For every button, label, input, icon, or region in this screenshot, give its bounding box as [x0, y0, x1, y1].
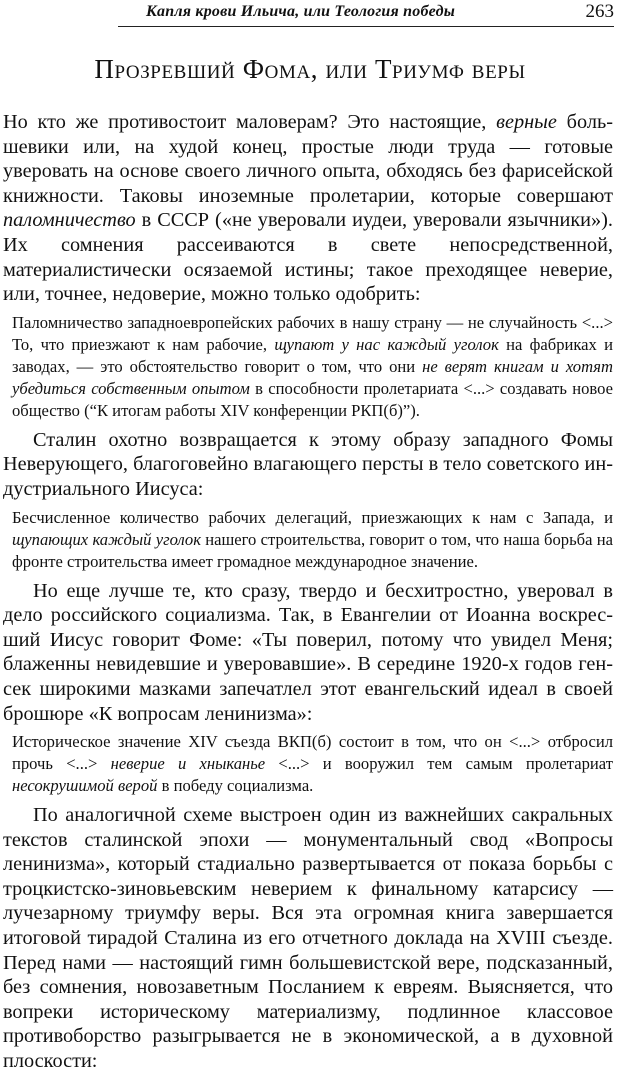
quote-1 [12, 312, 613, 422]
quote-1-text-b: на фабриках и заводах, — это обстоятельство говорит о том, что они [12, 334, 613, 376]
quote-3-emphasis-a: неверие и хныканье [110, 754, 266, 774]
quote-1-emphasis-a: щупают у нас каждый уголок [274, 334, 499, 354]
paragraph-2-text: Сталин охотно возвращается к этому образу западного Фомы Неверующего, благоговейно влагающего персты в тело советского индустриального Иисуса: [3, 428, 613, 500]
paragraph-3-text: Но еще лучше те, кто сразу, твердо и бесхитростно, уверовал в дело российского социализма. Так, в Евангелии от Иоанна воскресший Иисус говорит Фоме: «Ты поверил, потому что увидел Меня; блаженны невидевшие и уверовавшие». В середине 1920-х годов генсек широкими мазками запечатлел этот евангельский идеал в своей брошюре «К вопросам ленинизма»: [3, 579, 613, 725]
paragraph-3 [3, 579, 613, 727]
paragraph-1 [3, 110, 613, 307]
quote-2 [12, 507, 613, 573]
quote-2-emphasis-a: щупающих каждый уголок [12, 529, 201, 549]
quote-3-emphasis-b: несокрушимой верой [12, 776, 158, 796]
running-title: Капля крови Ильича, или Теология победы [146, 3, 456, 20]
chapter-title: Прозревший Фома, или Триумф веры [94, 54, 526, 84]
quote-1-text-c: в способности пролетариата <...> создавать новое общество (“К итогам работы XIV конференции РКП(б)”). [12, 378, 613, 420]
quote-2-text-b: нашего строительства, говорит о том, что наша борьба на фронте строительства имеет громадное международное значение. [12, 529, 613, 571]
quote-3-text-a: Историческое значение XIV съезда ВКП(б) состоит в том, что он <...> отбросил прочь <...> [12, 732, 613, 774]
running-header [118, 2, 614, 27]
quote-1-emphasis-b: не верят книгам и хотят убедиться собственным опытом [12, 356, 613, 398]
paragraph-1-text-b: большевики или, на худой конец, простые люди труда — готовые уверовать на основе своего личного опыта, обходясь без фарисейской книжности. Таковы иноземные пролетарии, которые совершают [3, 111, 614, 207]
quote-2-text-a: Бесчисленное количество рабочих делегаций, приезжающих к нам с Запада, и [12, 507, 613, 527]
paragraph-1-text-c: в СССР («не уверовали иудеи, уверовали язычники»). Их сомнения рассеиваются в свете непосредственной, материалистически осязаемой истины; такое преходящее неверие, или, точнее, недоверие, можно только одобрить: [3, 209, 613, 306]
paragraph-4-text: По аналогичной схеме выстроен один из важнейших сакральных текстов сталинской эпохи — монументальный свод «Вопросы ленинизма», который стадиально развертывается от показа борьбы с троцкистско-зиновьевским неверием к финальному катарсису — лучезарному триумфу веры. Вся эта огромная книга завершается итоговой тирадой Сталина из его отчетного доклада на XVIII съезде. Перед нами — настоящий гимн большевистской вере, подсказанный, без сомнения, новозаветным Посланием к евреям. Выясняется, что вопреки историческому материализму, подлинное классовое противоборство разыгрывается не в экономической, а в духовной плоскости: [3, 804, 613, 1073]
paragraph-1-emphasis-b: паломничество [3, 209, 136, 232]
quote-1-text-a: Паломничество западноевропейских рабочих в нашу страну — не случайность <...> То, что приезжают к нам рабочие, [12, 312, 613, 354]
quote-3 [12, 731, 613, 797]
page-number: 263 [585, 1, 614, 22]
paragraph-2 [3, 428, 613, 502]
quote-3-text-b: <...> и вооружил тем самым пролетариат [265, 754, 613, 774]
paragraph-4 [3, 803, 613, 1074]
quote-3-text-c: в победу социализма. [157, 776, 314, 796]
paragraph-1-text-a: Но кто же противостоит маловерам? Это настоящие, [3, 111, 497, 133]
paragraph-1-emphasis-a: верные [496, 111, 557, 133]
page-body [3, 110, 613, 1074]
